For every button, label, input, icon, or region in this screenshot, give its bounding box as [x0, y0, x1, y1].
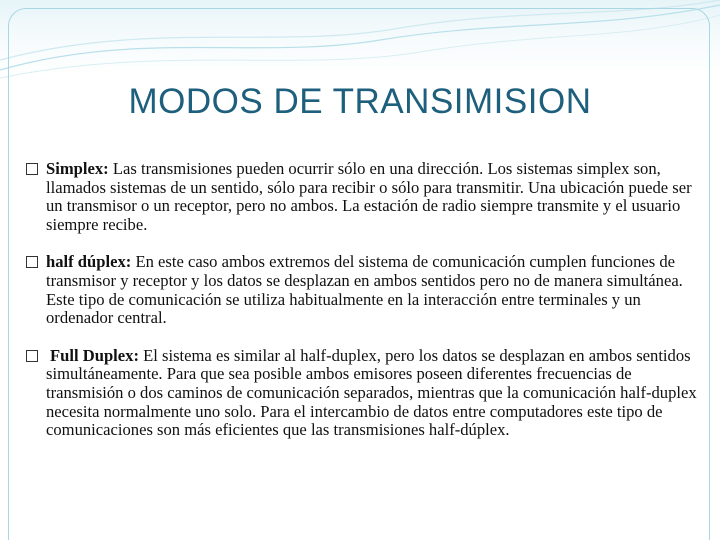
item-term: Simplex:: [46, 159, 109, 178]
item-text: Las transmisiones pueden ocurrir sólo en una dirección. Los sistemas simplex son, llamados sistemas de un sentido, sólo para recibir o sólo para transmitir. Una ubicación puede ser un transmisor o un receptor, pero no ambos. La estación de radio siempre transmite y el usuario siempre recibe.: [46, 159, 692, 234]
list-item: [26, 160, 698, 234]
item-term: half dúplex:: [46, 252, 132, 272]
list-item: [26, 253, 698, 327]
square-bullet-icon: [26, 350, 38, 362]
slide-title: MODOS DE TRANSIMISION: [128, 82, 592, 121]
item-text: En este caso ambos extremos del sistema de comunicación cumplen funciones de transmisor y receptor y los datos se desplazan en ambos sentidos pero no de manera simultánea. Este tipo de comunicación se utiliza habitualmente en la interacción entre terminales y un ordenador central.: [46, 252, 683, 328]
list-item: [26, 347, 698, 440]
item-term: Full Duplex:: [50, 345, 139, 365]
square-bullet-icon: [26, 256, 38, 268]
square-bullet-icon: [26, 163, 38, 175]
item-text: El sistema es similar al half-duplex, pero los datos se desplazan en ambos sentidos simultáneamente. Para que sea posible ambos emisores poseen diferentes frecuencias de transmisión o dos caminos de comunicación separados, mientras que la comunicación half-duplex necesita normalmente uno solo. Para el intercambio de datos entre computadores este tipo de comunicaciones son más eficientes que las transmisiones half-dúplex.: [46, 345, 697, 440]
content-list: [26, 160, 698, 440]
